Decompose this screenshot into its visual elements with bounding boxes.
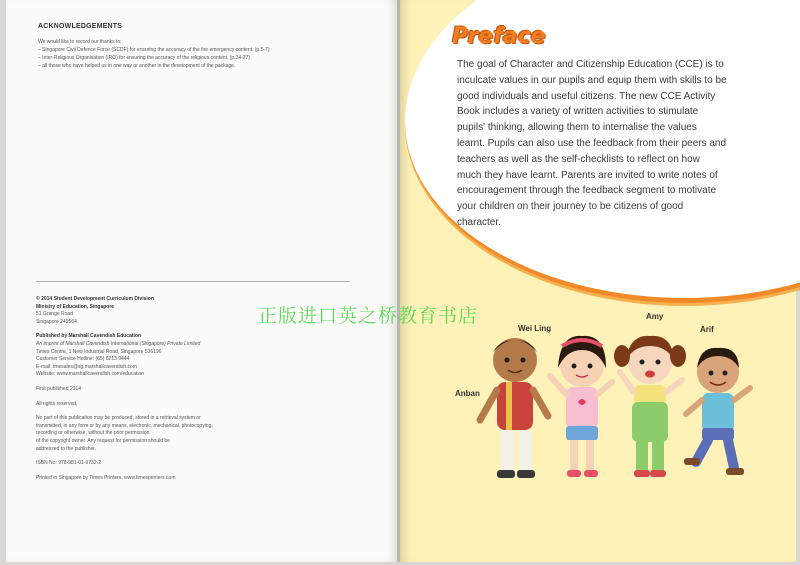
notice-line: of the copyright owner. Any request for permission should be [36, 437, 170, 444]
rights-line: All rights reserved. [36, 400, 78, 407]
address-line-1: 51 Grange Road [36, 311, 73, 318]
character-name-wei-ling: Wei Ling [518, 324, 552, 333]
publisher-heading: Published by Marshall Cavendish Education [36, 333, 142, 340]
email-line: E-mail: tmesales@sg.marshallcavendish.com [36, 363, 137, 370]
website-line: Website: www.marshallcavendish.com/education [36, 371, 145, 378]
copyright-line: © 2014 Student Development Curriculum Division [36, 296, 154, 302]
imprint-line: An imprint of Marshall Cavendish International (Singapore) Private Limited [36, 340, 201, 347]
acknowledgements-heading: ACKNOWLEDGEMENTS [38, 23, 123, 30]
printed-line: Printed in Singapore by Times Printers, www.timesprinters.com [36, 474, 176, 481]
acknowledgement-item: – all those who have helped us in one way or another in the development of the package. [38, 63, 236, 69]
publisher-address: Times Centre, 1 New Industrial Road, Singapore 536196 [36, 348, 162, 355]
acknowledgements-list [38, 46, 270, 70]
hotline-line: Customer Service Hotline: (65) 6213 9444 [36, 356, 130, 363]
arif-figure [684, 348, 750, 475]
anban-figure [480, 338, 548, 478]
children-illustration [400, 290, 796, 562]
notice-line: No part of this publication may be produced, stored in a retrieval system or [36, 415, 201, 422]
notice-line: transmitted, in any form or by any means, electronic, mechanical, photocopying, [36, 422, 213, 429]
acknowledgement-item: – Singapore Civil Defence Force (SCDF) for ensuring the accuracy of the fire emergency content. (p.5-7) [38, 47, 270, 53]
acknowledgement-item: – Inter-Religious Organisation (IRO) for ensuring the accuracy of the religious content. (p.24-27) [38, 55, 251, 61]
address-line-2: Singapore 249564 [36, 318, 77, 325]
acknowledgements-intro: We would like to record our thanks to: [38, 39, 122, 45]
first-published-line: First published 2014 [36, 385, 82, 392]
character-name-arif: Arif [700, 325, 714, 334]
character-name-amy: Amy [646, 312, 664, 321]
ministry-line: Ministry of Education, Singapore [36, 303, 115, 310]
preface-title: Preface [452, 24, 546, 49]
watermark-text: 正版进口英之桥教育书店 [258, 306, 479, 327]
wei-ling-figure [550, 336, 612, 477]
amy-figure [614, 336, 686, 477]
notice-line: addressed to the publisher. [36, 445, 97, 452]
divider-rule [36, 281, 350, 282]
character-name-anban: Anban [455, 389, 480, 398]
preface-body: The goal of Character and Citizenship Education (CCE) is to inculcate values in our pupils and equip them with skills to be good individuals and useful citizens. The new CCE Activity Book includes a variety of written activities to stimulate pupils' thinking, allowing them to internalise the values learnt. Pupils can also use the feedback from their peers and teachers as well as the self-checklists to reflect on how much they have learnt. Parents are invited to write notes of encouragement through the feedback segment to motivate your children on their journey to be citizens of good character. [457, 59, 727, 228]
isbn-line: ISBN No: 978-981-01-9732-2 [36, 460, 102, 467]
notice-line: recording or otherwise, without the prior permission [36, 430, 150, 437]
